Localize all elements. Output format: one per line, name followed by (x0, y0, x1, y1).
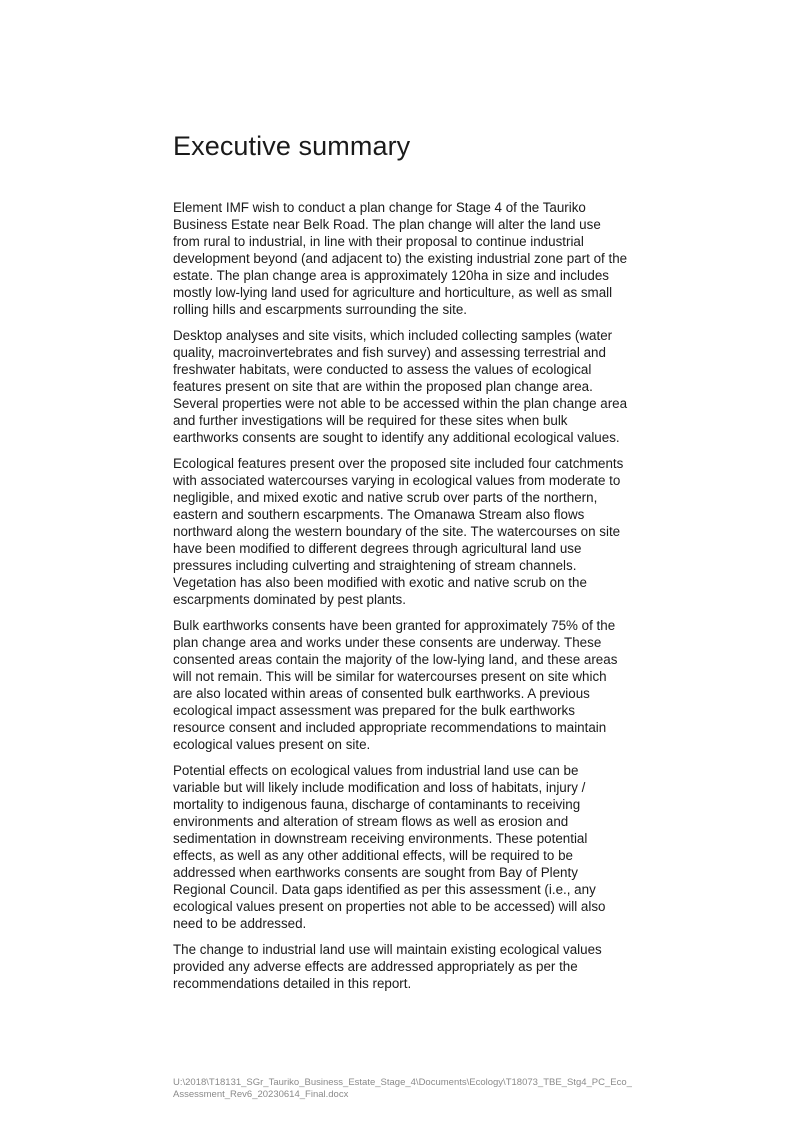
paragraph-line: Regional Council. Data gaps identified as per this assessment (i.e., any (173, 882, 596, 897)
paragraph-line: features present on site that are within the proposed plan change area. (173, 379, 593, 394)
paragraph-line: freshwater habitats, were conducted to assess the values of ecological (173, 362, 592, 377)
paragraph-line: will not remain. This will be similar for watercourses present on site which (173, 669, 607, 684)
paragraph-line: are also located within areas of consented bulk earthworks. A previous (173, 686, 590, 701)
paragraph-3 (173, 455, 643, 608)
paragraph-line: ecological values present on properties not able to be accessed) will also (173, 899, 606, 914)
paragraph-line: northward along the western boundary of the site. The watercourses on site (173, 524, 621, 539)
paragraph-line: environments and alteration of stream flows as well as erosion and (173, 814, 569, 829)
paragraph-line: consented areas contain the majority of the low-lying land, and these areas (173, 652, 618, 667)
paragraph-line: provided any adverse effects are addressed appropriately as per the (173, 959, 578, 974)
paragraph-line: pressures including culverting and straightening of stream channels. (173, 558, 577, 573)
paragraph-line: and further investigations will be required for these sites when bulk (173, 413, 568, 428)
footer-line: Assessment_Rev6_20230614_Final.docx (173, 1089, 349, 1100)
paragraph-line: have been modified to different degrees through agricultural land use (173, 541, 582, 556)
paragraph-line: recommendations detailed in this report. (173, 976, 412, 991)
paragraph-line: The change to industrial land use will maintain existing ecological values (173, 942, 602, 957)
paragraph-5 (173, 762, 643, 932)
paragraph-line: variable but will likely include modification and loss of habitats, injury / (173, 780, 586, 795)
paragraph-6 (173, 941, 643, 992)
paragraph-2 (173, 327, 643, 446)
paragraph-line: eastern and southern escarpments. The Omanawa Stream also flows (173, 507, 585, 522)
paragraph-line: earthworks consents are sought to identify any additional ecological values. (173, 430, 620, 445)
paragraph-line: sedimentation in downstream receiving environments. These potential (173, 831, 588, 846)
paragraph-line: from rural to industrial, in line with their proposal to continue industrial (173, 234, 584, 249)
paragraph-line: Business Estate near Belk Road. The plan change will alter the land use (173, 217, 601, 232)
body-text (173, 199, 643, 1001)
paragraph-line: Element IMF wish to conduct a plan change for Stage 4 of the Tauriko (173, 200, 586, 215)
paragraph-line: Several properties were not able to be accessed within the plan change area (173, 396, 628, 411)
paragraph-line: escarpments dominated by pest plants. (173, 592, 406, 607)
paragraph-line: resource consent and included appropriate recommendations to maintain (173, 720, 607, 735)
paragraph-line: Potential effects on ecological values from industrial land use can be (173, 763, 579, 778)
paragraph-line: estate. The plan change area is approximately 120ha in size and includes (173, 268, 609, 283)
paragraph-line: development beyond (and adjacent to) the existing industrial zone part of the (173, 251, 628, 266)
paragraph-line: ecological values present on site. (173, 737, 371, 752)
paragraph-line: Desktop analyses and site visits, which included collecting samples (water (173, 328, 613, 343)
paragraph-line: with associated watercourses varying in ecological values from moderate to (173, 473, 621, 488)
paragraph-line: effects, as well as any other additional effects, will be required to be (173, 848, 573, 863)
paragraph-line: Bulk earthworks consents have been granted for approximately 75% of the (173, 618, 616, 633)
paragraph-line: need to be addressed. (173, 916, 307, 931)
paragraph-line: mostly low-lying land used for agriculture and horticulture, as well as small (173, 285, 613, 300)
paragraph-4 (173, 617, 643, 753)
paragraph-line: ecological impact assessment was prepared for the bulk earthworks (173, 703, 575, 718)
page-title: Executive summary (173, 131, 411, 161)
paragraph-line: negligible, and mixed exotic and native scrub over parts of the northern, (173, 490, 598, 505)
paragraph-line: quality, macroinvertebrates and fish survey) and assessing terrestrial and (173, 345, 606, 360)
paragraph-line: plan change area and works under these consents are underway. These (173, 635, 602, 650)
paragraph-line: mortality to indigenous fauna, discharge of contaminants to receiving (173, 797, 581, 812)
paragraph-line: Vegetation has also been modified with exotic and native scrub on the (173, 575, 587, 590)
footer-file-path (173, 1077, 632, 1101)
paragraph-line: addressed when earthworks consents are sought from Bay of Plenty (173, 865, 578, 880)
paragraph-1 (173, 199, 643, 318)
footer-line: U:\2018\T18131_SGr_Tauriko_Business_Estate_Stage_4\Documents\Ecology\T18073_TBE_Stg4_PC_Eco_ (173, 1077, 632, 1088)
paragraph-line: rolling hills and escarpments surrounding the site. (173, 302, 468, 317)
paragraph-line: Ecological features present over the proposed site included four catchments (173, 456, 624, 471)
